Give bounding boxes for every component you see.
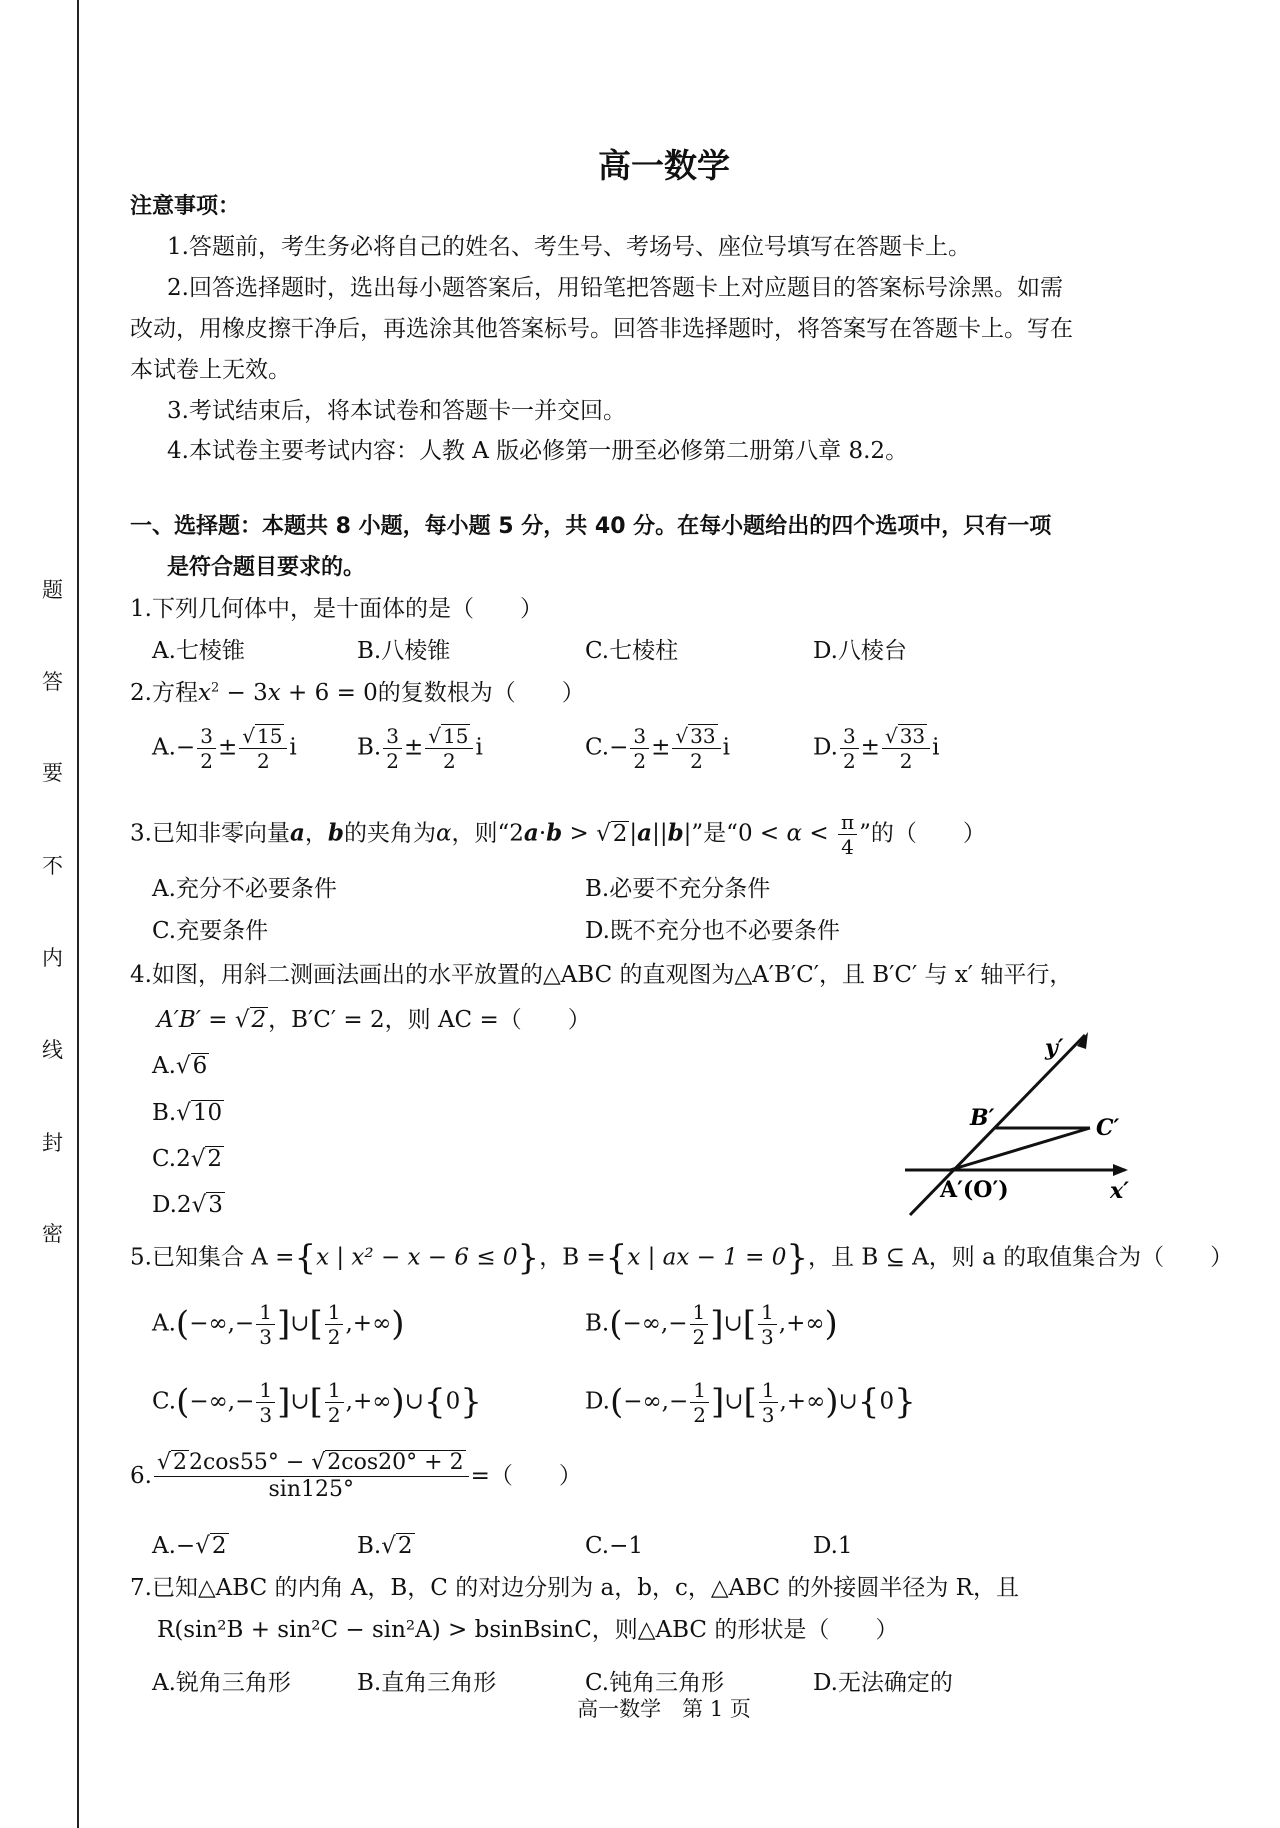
seal-char: 封 — [42, 1131, 63, 1155]
notice-line: 改动，用橡皮擦干净后，再选涂其他答案标号。回答非选择题时，将答案写在答题卡上。写在 — [130, 316, 1073, 342]
notice-line: 本试卷上无效。 — [130, 357, 291, 383]
notice-heading: 注意事项： — [130, 194, 241, 219]
seal-char: 不 — [42, 854, 63, 878]
option-c: C.− $\frac{3}{2}$ ± $\frac{√ 33}{2}$ i — [585, 724, 730, 773]
option-d: D.(−∞,− $\frac{1}{2}$ ]∪[ $\frac{1}{3}$ ,+∞)∪{0} — [585, 1378, 916, 1427]
option-b: B.√2 — [357, 1533, 413, 1559]
question-4-stem: 4.如图，用斜二测画法画出的水平放置的△ABC 的直观图为△A′B′C′，且 B′C′ 与 x′ 轴平行， — [130, 962, 1073, 988]
notice-line: 1.答题前，考生务必将自己的姓名、考生号、考场号、座位号填写在答题卡上。 — [167, 234, 971, 260]
notice-line: 2.回答选择题时，选出每小题答案后，用铅笔把答题卡上对应题目的答案标号涂黑。如需 — [167, 275, 1063, 301]
option-a: A.−√2 — [152, 1533, 227, 1559]
label-y: y′ — [1045, 1035, 1064, 1061]
option-a: A.√6 — [152, 1053, 208, 1079]
option-d: D.2√3 — [152, 1192, 223, 1218]
question-3-stem: 3.已知非零向量a，b的夹角为α，则“2a·b > √2|a||b|”是“0 < α < $\frac{\pi}{4}$ ”的（ ） — [130, 810, 986, 859]
option-a: A.充分不必要条件 — [152, 876, 337, 902]
question-1-stem: 1.下列几何体中，是十面体的是（ ） — [130, 596, 543, 622]
option-b: B. $\frac{3}{2}$ ± $\frac{√ 15}{2}$ i — [357, 724, 483, 773]
section-heading: 是符合题目要求的。 — [167, 555, 366, 580]
oblique-projection-figure — [900, 1030, 1150, 1220]
option-b: B.必要不充分条件 — [585, 876, 771, 902]
option-c: C.充要条件 — [152, 918, 269, 944]
label-b: B′ — [970, 1105, 995, 1131]
option-b: B.直角三角形 — [357, 1670, 497, 1696]
notice-line: 3.考试结束后，将本试卷和答题卡一并交回。 — [167, 398, 626, 424]
seal-char: 答 — [42, 670, 63, 694]
option-c: C.七棱柱 — [585, 638, 679, 664]
option-b: B.八棱锥 — [357, 638, 451, 664]
seal-char: 题 — [42, 578, 63, 602]
label-a: A′(O′) — [940, 1177, 1009, 1203]
question-5-stem: 5.已知集合 A ={x | x² − x − 6 ≤ 0}，B ={x | ax − 1 = 0}，且 B ⊆ A，则 a 的取值集合为（ ） — [130, 1238, 1234, 1278]
option-d: D.既不充分也不必要条件 — [585, 918, 840, 944]
seal-char: 内 — [42, 946, 63, 970]
option-d: D. $\frac{3}{2}$ ± $\frac{√ 33}{2}$ i — [813, 724, 940, 773]
option-b: B.(−∞,− $\frac{1}{2}$ ]∪[ $\frac{1}{3}$ ,+∞) — [585, 1300, 838, 1349]
x-axis-arrow — [1113, 1164, 1128, 1176]
segment-ac — [950, 1128, 1090, 1170]
option-a: A.七棱锥 — [152, 638, 245, 664]
option-c: C.(−∞,− $\frac{1}{3}$ ]∪[ $\frac{1}{2}$ ,+∞)∪{0} — [152, 1378, 482, 1427]
option-a: A.− $\frac{3}{2}$ ± $\frac{√ 15}{2}$ i — [152, 724, 297, 773]
question-2-stem: 2.方程$x^2 - 3x + 6 = 0$的复数根为（ ） — [130, 680, 585, 706]
question-4-stem: A′B′ = √2，B′C′ = 2，则 AC =（ ） — [157, 1007, 591, 1033]
option-a: A.锐角三角形 — [152, 1670, 291, 1696]
option-d: D.八棱台 — [813, 638, 907, 664]
seal-char: 要 — [42, 761, 63, 785]
option-d: D.无法确定的 — [813, 1670, 953, 1696]
question-6-stem: 6. $\frac{√22\cos 55^\circ - √2\cos 20^\circ + 2}{\sin 125^\circ}$ =（ ） — [130, 1450, 582, 1503]
option-a: A.(−∞,− $\frac{1}{3}$ ]∪[ $\frac{1}{2}$ ,+∞) — [152, 1300, 405, 1349]
option-c: C.−1 — [585, 1533, 643, 1559]
option-c: C.钝角三角形 — [585, 1670, 725, 1696]
page-title: 高一数学 — [598, 146, 730, 185]
question-7-stem: 7.已知△ABC 的内角 A，B，C 的对边分别为 a，b，c，△ABC 的外接圆半径为 R，且 — [130, 1575, 1020, 1601]
notice-line: 4.本试卷主要考试内容：人教 A 版必修第一册至必修第二册第八章 8.2。 — [167, 438, 909, 464]
page-footer: 高一数学 第 1 页 — [577, 1697, 751, 1721]
seal-char: 线 — [42, 1038, 63, 1062]
binding-margin-line — [77, 0, 79, 1828]
option-c: C.2√2 — [152, 1146, 223, 1172]
label-x: x′ — [1110, 1178, 1129, 1204]
label-c: C′ — [1096, 1115, 1120, 1141]
option-b: B.√10 — [152, 1100, 223, 1126]
section-heading: 一、选择题：本题共 8 小题，每小题 5 分，共 40 分。在每小题给出的四个选项中，只有一项 — [130, 514, 1052, 539]
question-7-stem: R(sin²B + sin²C − sin²A) > bsinBsinC，则△ABC 的形状是（ ） — [157, 1617, 899, 1643]
seal-char: 密 — [42, 1222, 63, 1246]
option-d: D.1 — [813, 1533, 853, 1559]
